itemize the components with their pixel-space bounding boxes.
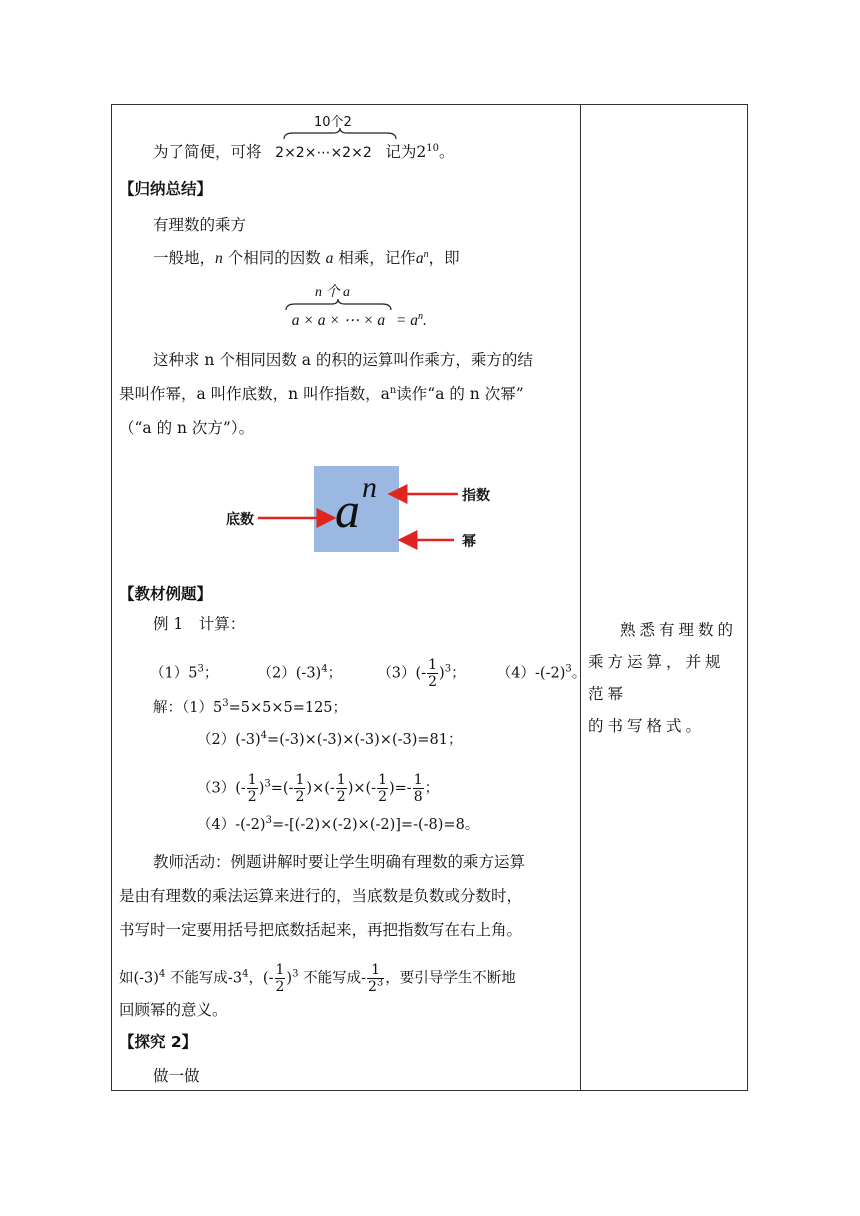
column-divider (580, 104, 581, 1091)
text: 读作“a 的 n 次幂” (396, 385, 524, 403)
text: )=- (389, 780, 412, 797)
var-n: n (423, 248, 429, 260)
label-exp: 指数 (462, 488, 490, 504)
example-questions (150, 657, 586, 690)
side-note-line-2: 乘方运算，并规范幂 (588, 653, 725, 703)
summary-title: 有理数的乘方 (153, 216, 247, 234)
formula-end: . (422, 312, 427, 329)
denominator: 2 (275, 979, 285, 995)
text: ； (451, 665, 466, 682)
numerator: 1 (428, 657, 438, 673)
teacher-line-3: 书写时一定要用括号把底数括起来，再把指数写在右上角。 (119, 921, 523, 939)
exponent: 3 (222, 698, 229, 710)
example-title: 例 1 计算： (153, 615, 246, 633)
text: （2）(-3) (197, 732, 261, 748)
teacher-line-1: 教师活动：例题讲解时要让学生明确有理数的乘方运算 (153, 853, 526, 871)
heading-explore: 【探究 2】 (119, 1033, 198, 1051)
numerator: 1 (295, 772, 305, 788)
label-power: 幂 (462, 534, 476, 550)
text: （3）(- (197, 780, 246, 797)
text: （4）-(-2) (197, 817, 266, 833)
heading-summary: 【归纳总结】 (119, 180, 213, 198)
product-expr: 2×2×⋯×2×2 (275, 145, 372, 161)
explore-text: 做一做 (153, 1067, 200, 1085)
text-post: 记为2 (385, 143, 427, 161)
exponent: 3 (265, 815, 272, 827)
brace-over-label: 10个2 (314, 115, 352, 130)
teacher-line-5: 回顾幂的意义。 (119, 1001, 228, 1019)
text-pre: 为了简便，可将 (153, 143, 262, 161)
q3: （3）(- (377, 665, 427, 682)
text: ； (424, 780, 440, 797)
text: 相乘，记作 (333, 249, 416, 267)
text: 果叫作幂，a 叫作底数，n 叫作指数，a (119, 385, 390, 403)
fraction (275, 962, 286, 995)
formula-eq: = a (392, 312, 418, 329)
numerator: 1 (336, 772, 346, 788)
denominator-base: 2 (367, 979, 377, 995)
side-note-line-1: 熟悉有理数的 (620, 621, 738, 639)
brace-sentence (153, 142, 455, 163)
numerator: 1 (247, 772, 257, 788)
label-base: 底数 (226, 512, 254, 528)
numerator: 1 (275, 962, 285, 978)
brace-2 (285, 299, 392, 311)
summary-p1: 这种求 n 个相同因数 a 的积的运算叫作乘方，乘方的结 (153, 351, 533, 369)
summary-p3: （“a 的 n 次方”）。 (119, 419, 255, 437)
text: 一般地， (153, 249, 216, 267)
exponent: n (389, 384, 397, 396)
text: ； (327, 665, 343, 682)
text: )×(- (347, 780, 377, 797)
formula (285, 311, 427, 331)
numerator: 1 (413, 772, 423, 788)
teacher-line-4 (119, 962, 516, 995)
exponent: 3 (197, 663, 204, 675)
text: =5×5×5=125； (228, 700, 348, 716)
fraction (247, 772, 258, 805)
exponent: 4 (321, 663, 328, 675)
text: ，要引导学生不断地 (385, 970, 516, 987)
fraction (294, 772, 305, 805)
text: 。 (571, 665, 587, 682)
solution-3 (197, 772, 439, 805)
exponent: 4 (158, 968, 166, 980)
text: )×(- (306, 780, 335, 797)
var-a: a (325, 250, 334, 267)
text: ) (258, 780, 265, 797)
brace-1 (283, 128, 397, 140)
text: ) (439, 665, 445, 682)
fraction (413, 772, 424, 805)
heading-example: 【教材例题】 (119, 585, 213, 603)
exponent: 3 (264, 778, 271, 790)
solution-4 (197, 815, 479, 835)
exponent: 3 (292, 968, 299, 980)
fraction (336, 772, 347, 805)
text: =(-3)×(-3)×(-3)×(-3)=81； (267, 732, 463, 748)
text: 个相同的因数 (222, 249, 326, 267)
fraction (427, 657, 438, 690)
var-n: n (215, 250, 223, 267)
text: ； (203, 665, 219, 682)
denominator: 2 (247, 789, 257, 805)
text: =(- (270, 780, 294, 797)
exponent: 10 (426, 142, 439, 154)
q4: （4）-(-2) (496, 665, 566, 682)
exponent: 4 (242, 968, 249, 980)
numerator: 1 (378, 772, 387, 788)
text: 如(-3) (119, 970, 159, 987)
denominator: 2 (295, 789, 305, 805)
denominator: 2 (378, 789, 387, 805)
numerator: 1 (371, 962, 381, 978)
figure-exp: n (362, 471, 377, 504)
formula-exp: n (417, 310, 423, 322)
text: =-[(-2)×(-2)×(-2)]=-(-8)=8。 (271, 817, 480, 833)
text: 解：（1）5 (153, 700, 223, 716)
summary-general (153, 248, 460, 269)
power-figure (200, 460, 520, 560)
exponent: 3 (444, 663, 452, 675)
summary-p2 (119, 384, 524, 404)
fraction (377, 772, 388, 805)
exponent: 3 (376, 977, 384, 989)
denominator: 2 (336, 789, 346, 805)
figure-base: a (335, 482, 360, 538)
text: ，(- (248, 970, 274, 987)
text: 不能写成-3 (165, 970, 243, 987)
formula-expr: a × a × ⋯ × a (291, 312, 386, 329)
teacher-line-2: 是由有理数的乘法运算来进行的，当底数是负数或分数时， (119, 887, 523, 905)
side-note (588, 614, 740, 742)
text-end: 。 (439, 143, 455, 161)
denominator: 2 (428, 674, 438, 690)
var-a: a (415, 250, 424, 267)
text: 不能写成- (298, 970, 366, 987)
solution-1 (153, 698, 347, 718)
denominator: 8 (413, 789, 423, 805)
text: ) (286, 970, 293, 987)
fraction (367, 962, 384, 995)
q2: （2）(-3) (257, 665, 322, 682)
exponent: 3 (565, 663, 572, 675)
denominator (367, 978, 384, 995)
exponent: 4 (260, 730, 268, 742)
solution-2 (197, 730, 463, 750)
text: ，即 (428, 249, 460, 267)
q1: （1）5 (150, 665, 198, 682)
side-note-line-3: 的书写格式。 (588, 717, 706, 735)
formula-over-label: n 个 a (315, 285, 350, 300)
